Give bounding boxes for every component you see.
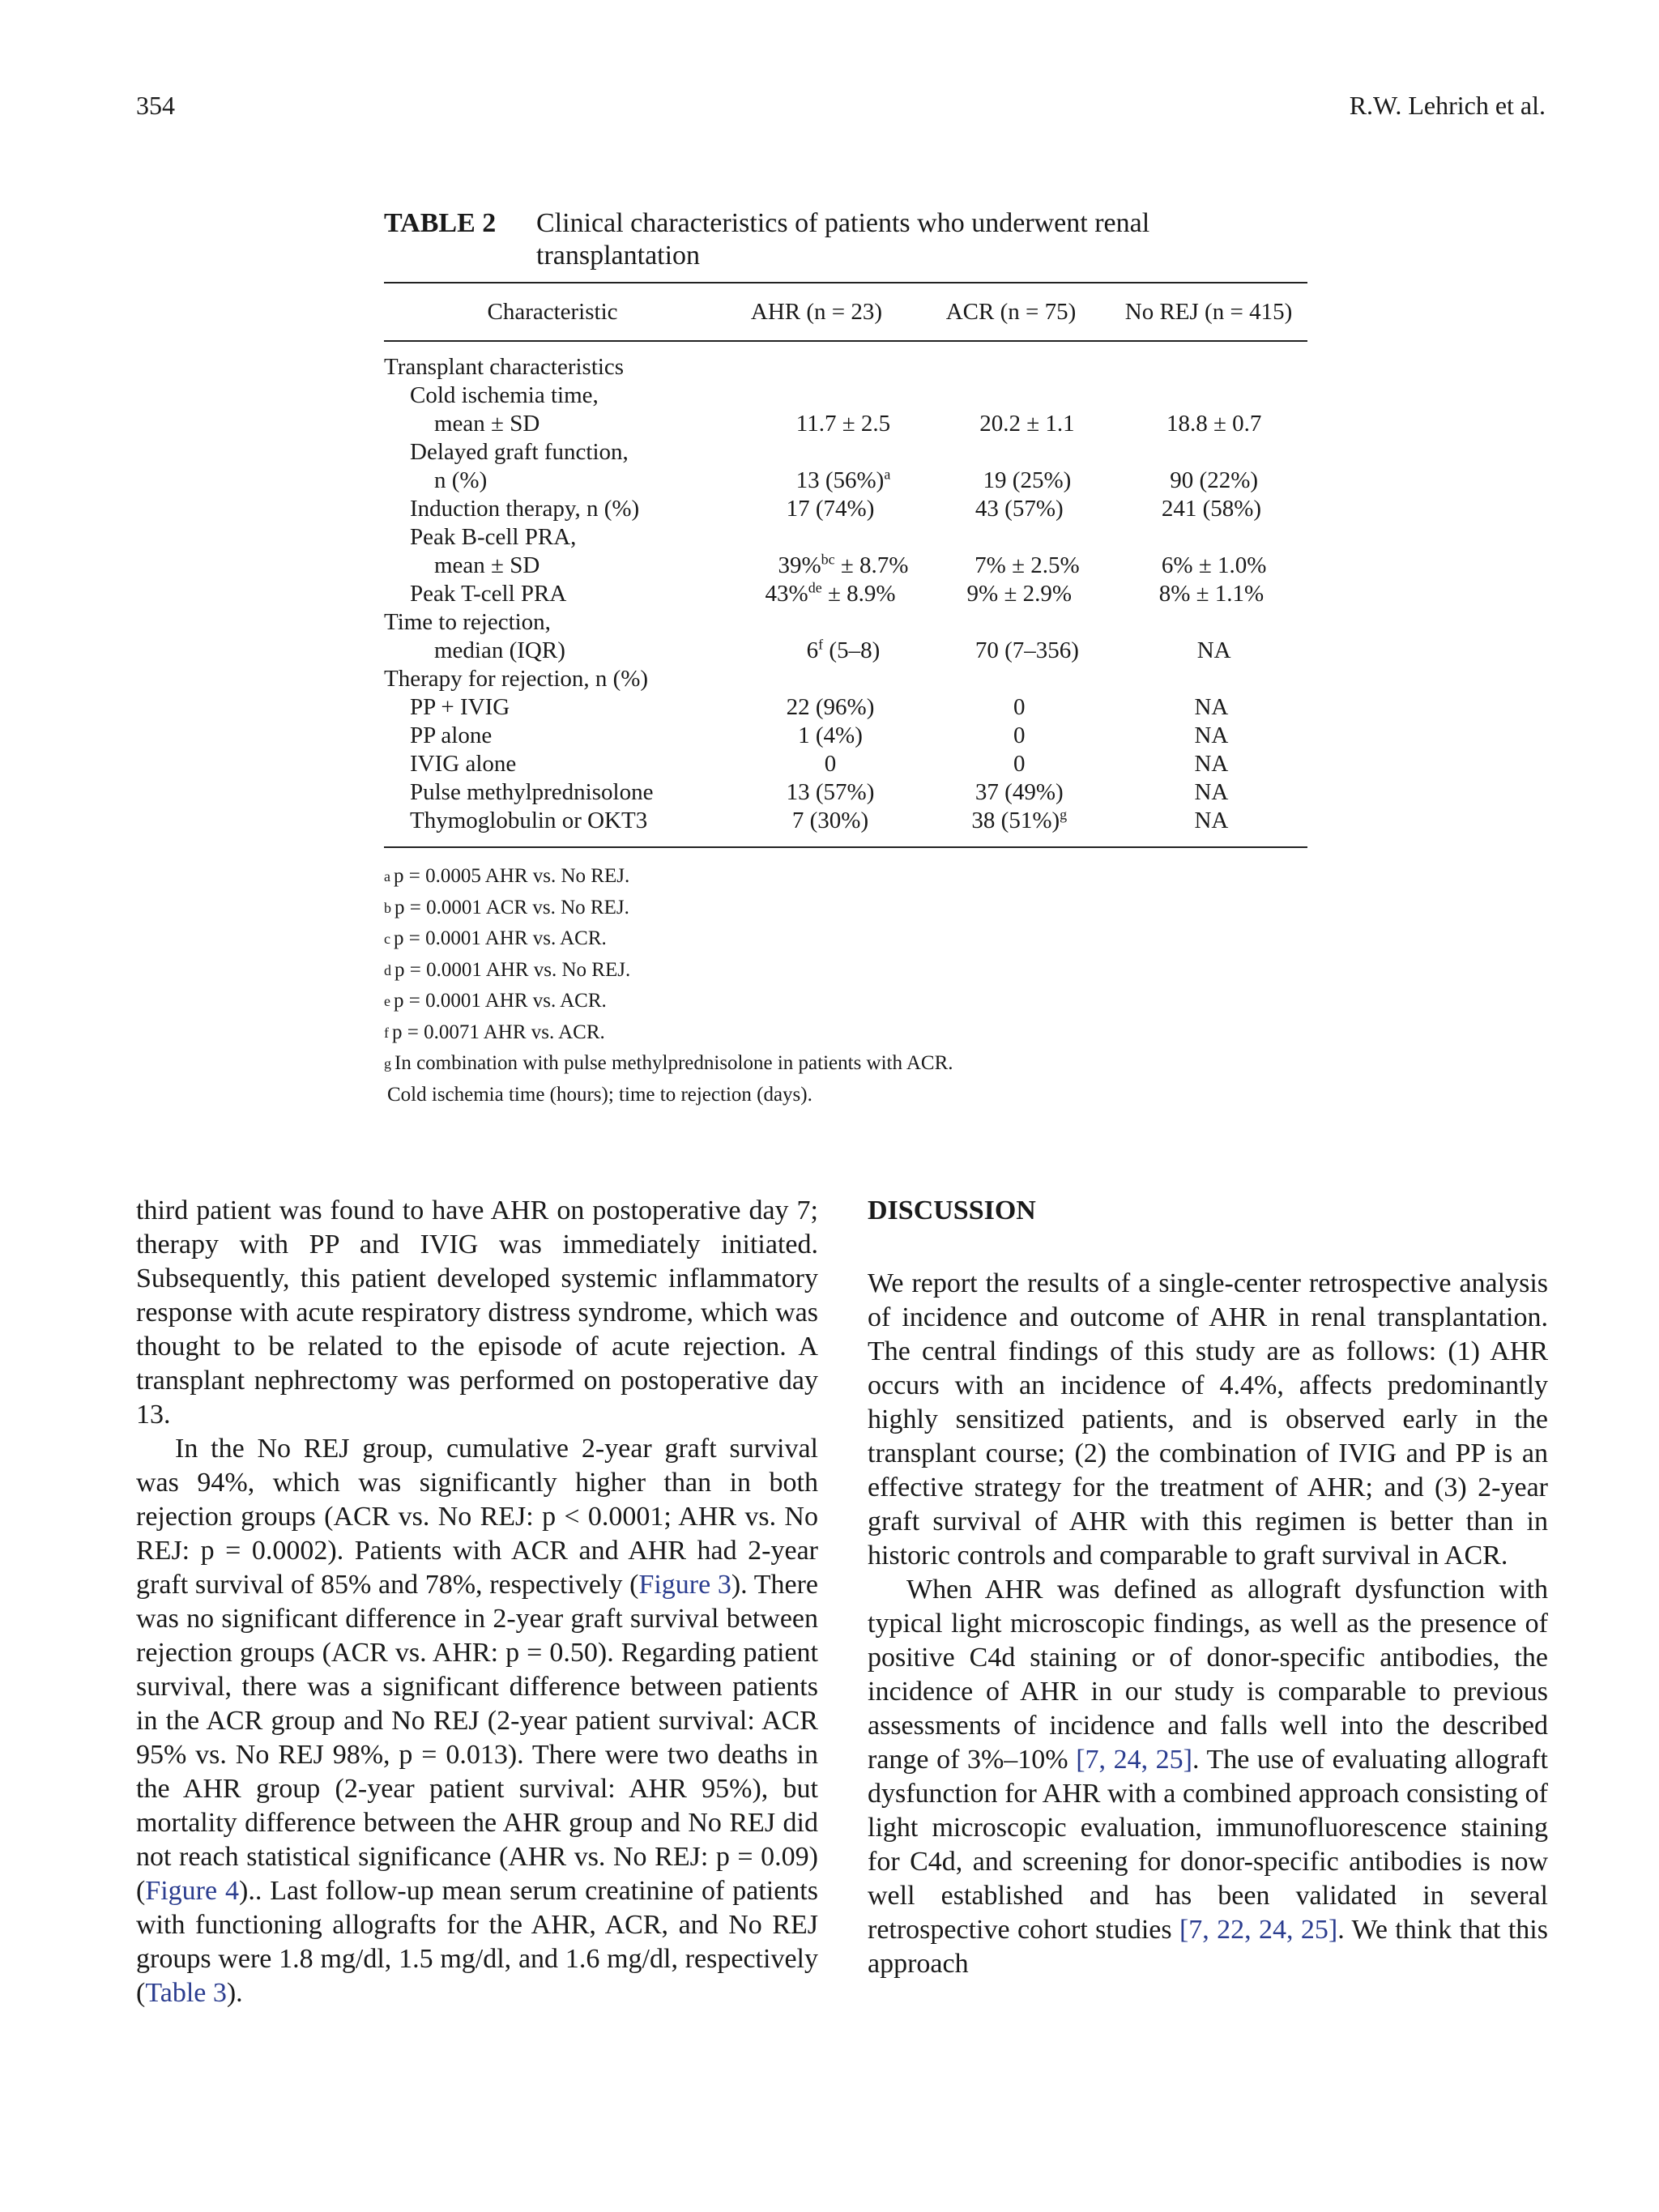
table-label: TABLE 2 [384,208,497,238]
table-row [384,608,1307,637]
row-label: Transplant characteristics [384,354,625,380]
cell-value: 13 (57%) [786,779,875,805]
cell-ahr [737,751,923,778]
table-footnote: g In combination with pulse methylprednisolone in patients with ACR. [384,1052,953,1075]
text-run: ). There was no significant difference in 2-year graft survival between rejection groups (ACR vs. AHR: p = 0.50). Regarding patient survival, there was a significant difference between patients in the ACR group and No REJ (2-year patient survival: ACR 95% vs. No REJ 98%, p = 0.013). There were two deaths in the AHR group (2-year patient survival: AHR 95%), but mortality difference between the AHR group and No REJ did not reach statistical significance (AHR vs. No REJ: p = 0.09) ( [136,1570,818,1906]
row-label: PP + IVIG [410,694,510,720]
footnote-mark: g [1060,806,1068,823]
table-footnote [384,1080,1307,1111]
cell-ahr [737,496,923,522]
footnote-text: p = 0.0071 AHR vs. ACR. [392,1021,605,1043]
cell-norej: NA [1194,694,1229,720]
citation-link[interactable]: [7, 22, 24, 25] [1179,1915,1338,1945]
table-header-row [384,283,1307,340]
column-header-characteristic: Characteristic [487,298,618,325]
cell-value: 1 (4%) [798,722,863,748]
cell-ahr [753,637,933,664]
cell-acr [923,694,1115,721]
row-label: Therapy for rejection, n (%) [384,666,649,692]
running-header-authors: R.W. Lehrich et al. [1349,91,1546,120]
body-paragraph [136,1432,818,2010]
cell-acr [923,751,1115,778]
cell-norej: 8% ± 1.1% [1158,581,1265,607]
cell-acr [934,467,1121,494]
cell-acr [923,722,1115,749]
row-label: Pulse methylprednisolone [410,779,654,805]
left-text-column [136,1194,818,2010]
cell-value: 6 [806,637,819,663]
cell-acr [923,581,1115,607]
row-label: Thymoglobulin or OKT3 [410,808,648,833]
table-footnote: d p = 0.0001 AHR vs. No REJ. [384,958,631,981]
table-row [384,778,1307,807]
row-label: n (%) [434,467,488,493]
cell-value: 39% [778,552,821,578]
footnote-text: p = 0.0001 AHR vs. No REJ. [394,958,631,981]
table-row [384,693,1307,722]
table-row [384,750,1307,778]
footnote-text: p = 0.0001 AHR vs. ACR. [394,927,607,950]
column-header-norej: No REJ (n = 415) [1124,298,1293,325]
row-label: mean ± SD [434,411,540,437]
cell-value: 13 (56%) [795,467,885,493]
cell-value: 70 (7–356) [975,637,1079,663]
table-3-link[interactable]: Table 3 [145,1978,227,2008]
row-label: mean ± SD [434,552,540,578]
cell-value: 0 [1013,722,1026,748]
cell-value-rest: (5–8) [823,637,881,663]
text-run: ). [226,1978,243,2008]
cell-norej: 241 (58%) [1161,496,1262,522]
cell-value-rest: ± 8.7% [834,552,909,578]
table-row [384,438,1307,467]
table-2 [384,207,1307,1110]
cell-ahr [753,467,933,494]
cell-acr [934,637,1121,664]
body-paragraph: third patient was found to have AHR on postoperative day 7; therapy with PP and IVIG was immediately initiated. Subsequently, this patient developed systemic inflammatory response with acute respiratory distress syndrome, which was thought to be related to the episode of acute rejection. A transplant nephrectomy was performed on postoperative day 13. [136,1196,818,1430]
cell-norej: NA [1194,751,1229,777]
citation-link[interactable]: [7, 24, 25] [1076,1745,1192,1775]
table-row [384,722,1307,750]
body-paragraph: We report the results of a single-center retrospective analysis of incidence and outcome of AHR in renal transplantation. The central findings of this study are as follows: (1) AHR occurs with an incidence of 4.4%, affects predominantly highly sensitized patients, and is observed early in the transplant course; (2) the combination of IVIG and PP is an effective strategy for the treatment of AHR; and (3) 2-year graft survival of AHR with this regimen is better than in historic controls and comparable to graft survival in ACR. [868,1268,1548,1571]
table-footnote: a p = 0.0005 AHR vs. No REJ. [384,865,630,888]
cell-acr [923,779,1115,806]
text-run: In the No REJ group, cumulative 2-year graft survival was 94%, which was significantly higher than in both rejection groups (ACR vs. No REJ: p < 0.0001; AHR vs. No REJ: p = 0.0002). Patients with ACR and AHR had 2-year graft survival of 85% and 78%, respectively ( [136,1434,818,1600]
cell-ahr [737,694,923,721]
footnote-mark: f [818,636,824,653]
table-row [384,580,1307,608]
table-footnotes [384,861,1307,1110]
cell-acr [923,808,1115,834]
footnote-text: p = 0.0005 AHR vs. No REJ. [394,865,630,888]
footnote-mark: a [884,466,891,483]
table-row [384,523,1307,552]
table-row [384,807,1307,835]
cell-ahr [737,779,923,806]
table-footnote: b p = 0.0001 ACR vs. No REJ. [384,896,629,918]
table-row [384,495,1307,523]
table-caption-text: Clinical characteristics of patients who underwent renal transplantation [536,208,1150,271]
cell-value: 19 (25%) [983,467,1072,493]
cell-norej: NA [1194,779,1229,805]
cell-norej: NA [1196,637,1231,663]
cell-value: 0 [824,751,837,777]
text-run: . The use of evaluating allograft dysfunction for AHR with a combined approach consisting of light microscopic evaluation, immunofluorescence staining for C4d, and screening for donor-specific antibodies is now well established and has been validated in several retrospective cohort studies [868,1745,1548,1945]
cell-value: 0 [1013,751,1026,777]
cell-value: 7% ± 2.5% [975,552,1080,578]
row-label: Cold ischemia time, [410,382,599,408]
cell-value: 17 (74%) [786,496,875,522]
cell-acr [934,552,1121,579]
cell-norej: NA [1194,722,1229,748]
table-row [384,552,1307,580]
table-footnote: e p = 0.0001 AHR vs. ACR. [384,990,607,1012]
table-bottom-rule [384,846,1307,848]
figure-3-link[interactable]: Figure 3 [638,1570,731,1600]
footnote-text: p = 0.0001 AHR vs. ACR. [394,990,607,1012]
cell-value: 0 [1013,694,1026,720]
cell-value: 7 (30%) [791,808,869,833]
table-caption [384,207,1307,272]
cell-norej: 18.8 ± 0.7 [1166,411,1262,437]
footnote-text: Cold ischemia time (hours); time to rejection (days). [387,1083,812,1106]
row-label: Induction therapy, n (%) [410,496,640,522]
row-label: IVIG alone [410,751,517,777]
table-row [384,353,1307,381]
cell-value: 43% [765,581,808,607]
row-label: Time to rejection, [384,609,551,635]
footnote-mark: bc [821,551,835,568]
table-row [384,637,1307,665]
body-paragraph [868,1573,1548,1981]
right-text-column [868,1194,1548,1981]
row-label: Peak T-cell PRA [410,581,567,607]
section-heading-discussion: DISCUSSION [868,1196,1036,1225]
table-footnote: f p = 0.0071 AHR vs. ACR. [384,1021,605,1043]
footnote-mark: de [808,579,822,596]
table-row [384,467,1307,495]
cell-value: 38 (51%) [971,808,1060,833]
cell-value: 22 (96%) [786,694,875,720]
cell-value: 43 (57%) [975,496,1064,522]
cell-ahr [737,581,923,607]
cell-norej: NA [1194,808,1229,833]
page-number: 354 [136,91,175,120]
cell-value: 11.7 ± 2.5 [795,411,891,437]
table-body [384,342,1307,846]
figure-4-link[interactable]: Figure 4 [145,1876,239,1906]
footnote-text: p = 0.0001 ACR vs. No REJ. [394,896,629,918]
cell-ahr [753,411,933,437]
cell-norej: 6% ± 1.0% [1161,552,1267,578]
cell-value: 9% ± 2.9% [966,581,1073,607]
footnote-text: In combination with pulse methylprednisolone in patients with ACR. [394,1052,953,1075]
cell-acr [934,411,1121,437]
table-row [384,410,1307,438]
text-run: ).. Last follow-up mean serum creatinine of patients with functioning allografts for the AHR, ACR, and No REJ groups were 1.8 mg/dl, 1.5 mg/dl, and 1.6 mg/dl, respectively ( [136,1876,818,2008]
cell-value: 37 (49%) [975,779,1064,805]
table-footnote: c p = 0.0001 AHR vs. ACR. [384,927,607,950]
cell-ahr [737,722,923,749]
cell-ahr [753,552,933,579]
row-label: Peak B-cell PRA, [410,524,577,550]
column-header-ahr: AHR (n = 23) [750,298,883,325]
text-run: . We think that this approach [868,1915,1548,1979]
column-header-acr: ACR (n = 75) [945,298,1077,325]
table-row [384,665,1307,693]
row-label: Delayed graft function, [410,439,629,465]
row-label: PP alone [410,722,493,748]
cell-value-rest: ± 8.9% [821,581,896,607]
text-run: When AHR was defined as allograft dysfunction with typical light microscopic findings, as well as the presence of positive C4d staining or of donor-specific antibodies, the incidence of AHR in our study is comparable to previous assessments of incidence and falls well into the described range of 3%–10% [868,1575,1548,1775]
table-row [384,381,1307,410]
cell-norej: 90 (22%) [1170,467,1259,493]
row-label: median (IQR) [434,637,565,663]
cell-acr [923,496,1115,522]
cell-value: 20.2 ± 1.1 [979,411,1075,437]
cell-ahr [737,808,923,834]
